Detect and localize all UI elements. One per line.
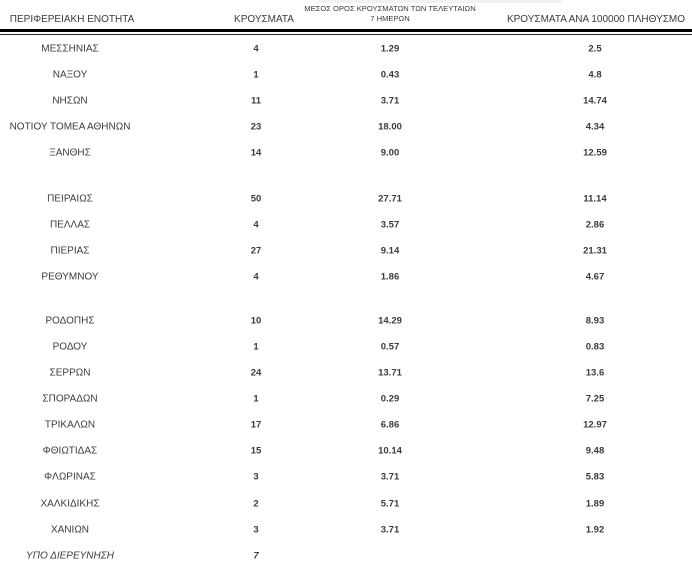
cases-count-cell: 11 — [250, 95, 262, 107]
region-name-cell: ΦΘΙΩΤΙΔΑΣ — [42, 445, 98, 457]
cases-count-cell: 23 — [250, 121, 262, 133]
region-name-cell: ΡΕΘΥΜΝΟΥ — [41, 271, 99, 283]
avg-7day-cell: 1.29 — [380, 43, 400, 55]
cases-per-100k-cell: 0.83 — [585, 341, 605, 353]
cases-count-cell: 2 — [253, 498, 259, 510]
cases-per-100k-cell: 4.8 — [588, 69, 602, 81]
cases-per-100k-cell: 7.25 — [585, 393, 605, 405]
cases-count-cell: 24 — [250, 367, 262, 379]
cases-per-100k-cell: 4.67 — [585, 271, 605, 283]
avg-7day-cell: 3.71 — [380, 524, 400, 536]
region-name-cell: ΦΛΩΡΙΝΑΣ — [44, 471, 96, 483]
table-row — [0, 114, 692, 140]
cases-per-100k-cell: 8.93 — [585, 315, 605, 327]
column-header-cases: ΚΡΟΥΣΜΑΤΑ — [234, 14, 294, 25]
cases-per-100k-cell: 4.34 — [585, 121, 605, 133]
cases-per-100k-cell: 1.92 — [585, 524, 605, 536]
region-name-cell: ΠΕΛΛΑΣ — [49, 219, 91, 231]
cases-per-100k-cell: 2.5 — [588, 43, 602, 55]
table-row — [0, 36, 692, 62]
avg-7day-cell: 5.71 — [380, 498, 400, 510]
column-header-region: ΠΕΡΙΦΕΡΕΙΑΚΗ ΕΝΟΤΗΤΑ — [9, 14, 135, 25]
cases-per-100k-cell: 2.86 — [585, 219, 605, 231]
region-name-cell: ΡΟΔΟΥ — [52, 341, 88, 353]
header-rule-thick — [0, 29, 692, 32]
table-row — [0, 464, 692, 490]
avg-7day-cell: 0.57 — [380, 341, 400, 353]
avg-7day-cell: 27.71 — [378, 193, 402, 205]
region-name-cell: ΣΕΡΡΩΝ — [49, 367, 91, 379]
region-name-cell: ΡΟΔΟΠΗΣ — [45, 315, 95, 327]
avg-7day-cell: 3.71 — [380, 471, 400, 483]
cases-count-cell: 3 — [253, 524, 259, 536]
table-row — [0, 543, 692, 569]
row-group-gap — [0, 290, 692, 308]
avg-7day-cell: 3.71 — [380, 95, 400, 107]
avg-7day-cell: 9.14 — [380, 245, 400, 257]
avg-7day-cell: 6.86 — [380, 419, 400, 431]
avg-7day-cell: 9.00 — [380, 147, 400, 159]
cases-count-cell: 1 — [253, 341, 259, 353]
avg-7day-cell: 10.14 — [378, 445, 402, 457]
region-name-cell: ΝΑΞΟΥ — [52, 69, 88, 81]
region-name-cell: ΝΗΣΩΝ — [52, 95, 88, 107]
region-name-cell: ΠΕΙΡΑΙΩΣ — [47, 193, 93, 205]
cases-count-cell: 15 — [250, 445, 262, 457]
cases-count-cell: 7 — [253, 550, 259, 562]
table-row — [0, 517, 692, 543]
table-row — [0, 140, 692, 166]
region-name-cell: ΥΠΟ ΔΙΕΡΕΥΝΗΣΗ — [26, 550, 114, 562]
cases-per-100k-cell: 1.89 — [585, 498, 605, 510]
table-row — [0, 308, 692, 334]
cases-per-100k-cell: 5.83 — [585, 471, 605, 483]
cases-per-100k-cell: 11.14 — [583, 193, 607, 205]
cases-count-cell: 3 — [253, 471, 259, 483]
avg-7day-cell: 13.71 — [378, 367, 402, 379]
table-row — [0, 360, 692, 386]
table-row — [0, 412, 692, 438]
cases-per-100k-cell: 9.48 — [585, 445, 605, 457]
cases-count-cell: 4 — [253, 219, 259, 231]
cases-count-cell: 1 — [253, 393, 259, 405]
table-row — [0, 212, 692, 238]
region-name-cell: ΠΙΕΡΙΑΣ — [50, 245, 90, 257]
region-name-cell: ΝΟΤΙΟΥ ΤΟΜΕΑ ΑΘΗΝΩΝ — [9, 121, 131, 133]
region-name-cell: ΧΑΝΙΩΝ — [50, 524, 90, 536]
region-name-cell: ΤΡΙΚΑΛΩΝ — [44, 419, 96, 431]
table-row — [0, 334, 692, 360]
column-header-7day-average: ΜΕΣΟΣ ΟΡΟΣ ΚΡΟΥΣΜΑΤΩΝ ΤΩΝ ΤΕΛΕΥΤΑΙΩΝ 7 ΗΜΕΡΩΝ — [304, 4, 476, 23]
header-rule-thin — [0, 34, 692, 35]
avg-7day-cell: 0.29 — [380, 393, 400, 405]
region-name-cell: ΞΑΝΘΗΣ — [49, 147, 91, 159]
region-name-cell: ΜΕΣΣΗΝΙΑΣ — [41, 43, 99, 55]
avg-7day-cell: 18.00 — [378, 121, 402, 133]
cases-per-100k-cell: 14.74 — [583, 95, 607, 107]
cases-count-cell: 4 — [253, 43, 259, 55]
avg-7day-cell: 1.86 — [380, 271, 400, 283]
region-name-cell: ΧΑΛΚΙΔΙΚΗΣ — [40, 498, 100, 510]
clipped-text-artifact — [318, 0, 563, 3]
table-row — [0, 88, 692, 114]
avg-7day-cell: 0.43 — [380, 69, 400, 81]
table-row — [0, 386, 692, 412]
avg-7day-cell: 14.29 — [378, 315, 402, 327]
cases-per-100k-cell: 12.59 — [583, 147, 607, 159]
avg-7day-cell: 3.57 — [380, 219, 400, 231]
table-row — [0, 62, 692, 88]
region-name-cell: ΣΠΟΡΑΔΩΝ — [42, 393, 98, 405]
cases-count-cell: 50 — [250, 193, 262, 205]
column-header-per-100000: ΚΡΟΥΣΜΑΤΑ ΑΝΑ 100000 ΠΛΗΘΥΣΜΟ — [506, 14, 686, 25]
cases-per-100k-cell: 21.31 — [583, 245, 607, 257]
table-row — [0, 238, 692, 264]
table-row — [0, 491, 692, 517]
table-row — [0, 186, 692, 212]
cases-count-cell: 17 — [250, 419, 262, 431]
cases-per-100k-cell: 13.6 — [585, 367, 605, 379]
table-row — [0, 438, 692, 464]
cases-count-cell: 27 — [250, 245, 262, 257]
table-rows — [0, 36, 692, 569]
row-group-gap — [0, 166, 692, 186]
table-row — [0, 264, 692, 290]
cases-count-cell: 10 — [250, 315, 262, 327]
cases-count-cell: 1 — [253, 69, 259, 81]
cases-count-cell: 14 — [250, 147, 262, 159]
cases-count-cell: 4 — [253, 271, 259, 283]
cases-per-100k-cell: 12.97 — [583, 419, 607, 431]
